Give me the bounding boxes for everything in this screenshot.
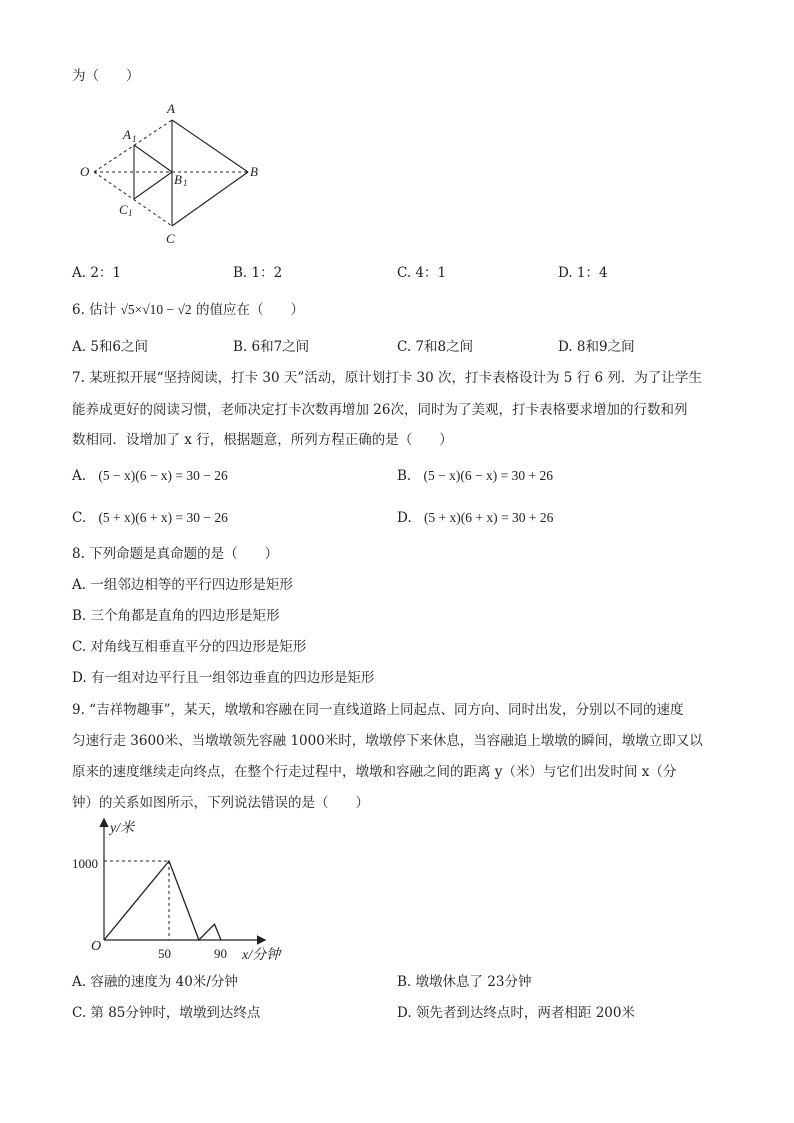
q7-line-3: 数相同．设增加了 x 行，根据题意，所列方程正确的是（ ） xyxy=(72,432,453,448)
y-axis-label: y/米 xyxy=(110,821,135,836)
distance-series-line xyxy=(104,861,221,940)
q6-option-d[interactable]: D. 8和9之间 xyxy=(558,339,635,355)
q7-option-a[interactable] xyxy=(72,466,228,486)
q8-option-b[interactable]: B. 三个角都是直角的四边形是矩形 xyxy=(72,608,280,624)
origin-label: O xyxy=(91,939,102,954)
x-tick-90: 90 xyxy=(214,946,227,961)
q5-option-c[interactable]: C. 4：1 xyxy=(397,265,447,281)
q9-line-3: 原来的速度继续走向终点，在整个行走过程中，墩墩和容融之间的距离 y（米）与它们出发时间 x（分 xyxy=(72,764,677,780)
label-B: B xyxy=(250,164,258,179)
x-tick-50: 50 xyxy=(158,946,171,961)
q9-chart xyxy=(70,812,300,964)
q9-line-4: 钟）的关系如图所示，下列说法错误的是（ ） xyxy=(72,795,369,811)
q5-figure xyxy=(70,98,280,248)
y-tick-1000: 1000 xyxy=(72,856,98,871)
q8-stem: 8. 下列命题是真命题的是（ ） xyxy=(72,546,279,562)
q6-option-a[interactable]: A. 5和6之间 xyxy=(72,339,149,355)
q9-line-1: 9. “吉祥物趣事”，某天，墩墩和容融在同一直线道路上同起点、同方向、同时出发，分别以不同的速度 xyxy=(72,702,684,718)
label-A: A xyxy=(167,101,175,116)
q9-option-b[interactable]: B. 墩墩休息了 23分钟 xyxy=(397,974,532,990)
q6-suffix: 的值应在（ ） xyxy=(195,302,304,318)
label-C1-sub: 1 xyxy=(128,208,133,218)
label-A1-sub: 1 xyxy=(132,134,137,144)
q7-option-b[interactable] xyxy=(397,466,553,486)
q9-option-d[interactable]: D. 领先者到达终点时，两者相距 200米 xyxy=(397,1005,635,1021)
q8-option-a[interactable]: A. 一组邻边相等的平行四边形是矩形 xyxy=(72,577,293,593)
q6-stem xyxy=(72,300,304,320)
q7-option-a-equation: (5 − x)(6 − x) = 30 − 26 xyxy=(98,468,228,483)
q7-option-d-label: D. xyxy=(397,510,412,526)
q7-option-c[interactable] xyxy=(72,508,228,528)
q8-option-c[interactable]: C. 对角线互相垂直平分的四边形是矩形 xyxy=(72,639,307,655)
label-B1-sub: 1 xyxy=(183,178,188,188)
q8-option-d[interactable]: D. 有一组对边平行且一组邻边垂直的四边形是矩形 xyxy=(72,670,375,686)
q7-option-b-equation: (5 − x)(6 − x) = 30 + 26 xyxy=(423,468,553,483)
q7-option-c-equation: (5 + x)(6 + x) = 30 − 26 xyxy=(98,510,228,525)
q7-line-1: 7. 某班拟开展“坚持阅读，打卡 30 天”活动，原计划打卡 30 次，打卡表格设计为 5 行 6 列．为了让学生 xyxy=(72,370,702,386)
q6-expression: √5×√10 − √2 xyxy=(120,302,192,317)
q7-line-2: 能养成更好的阅读习惯，老师决定打卡次数再增加 26次，同时为了美观，打卡表格要求增加的行数和列 xyxy=(72,402,688,418)
q7-option-d-equation: (5 + x)(6 + x) = 30 + 26 xyxy=(423,510,554,525)
q7-option-c-label: C. xyxy=(72,510,87,526)
q9-option-a[interactable]: A. 容融的速度为 40米/分钟 xyxy=(72,974,238,990)
q6-prefix: 6. 估计 xyxy=(72,302,117,318)
label-O: O xyxy=(80,164,90,179)
q6-option-b[interactable]: B. 6和7之间 xyxy=(233,339,310,355)
x-axis-label: x/分钟 xyxy=(242,948,281,963)
q5-option-b[interactable]: B. 1：2 xyxy=(233,265,283,281)
label-C: C xyxy=(166,231,175,246)
label-C1: C xyxy=(119,202,128,217)
q5-tail: 为（ ） xyxy=(72,68,140,84)
q7-option-d[interactable] xyxy=(397,508,553,528)
label-B1: B xyxy=(174,172,182,187)
q9-line-2: 匀速行走 3600米、当墩墩领先容融 1000米时，墩墩停下来休息，当容融追上墩墩的瞬间，墩墩立即又以 xyxy=(72,733,703,749)
q7-option-a-label: A. xyxy=(72,468,87,484)
q5-option-d[interactable]: D. 1：4 xyxy=(558,265,608,281)
q9-option-c[interactable]: C. 第 85分钟时，墩墩到达终点 xyxy=(72,1005,261,1021)
q6-option-c[interactable]: C. 7和8之间 xyxy=(397,339,474,355)
q7-option-b-label: B. xyxy=(397,468,412,484)
q5-option-a[interactable]: A. 2：1 xyxy=(72,265,122,281)
label-A1: A xyxy=(123,127,131,142)
